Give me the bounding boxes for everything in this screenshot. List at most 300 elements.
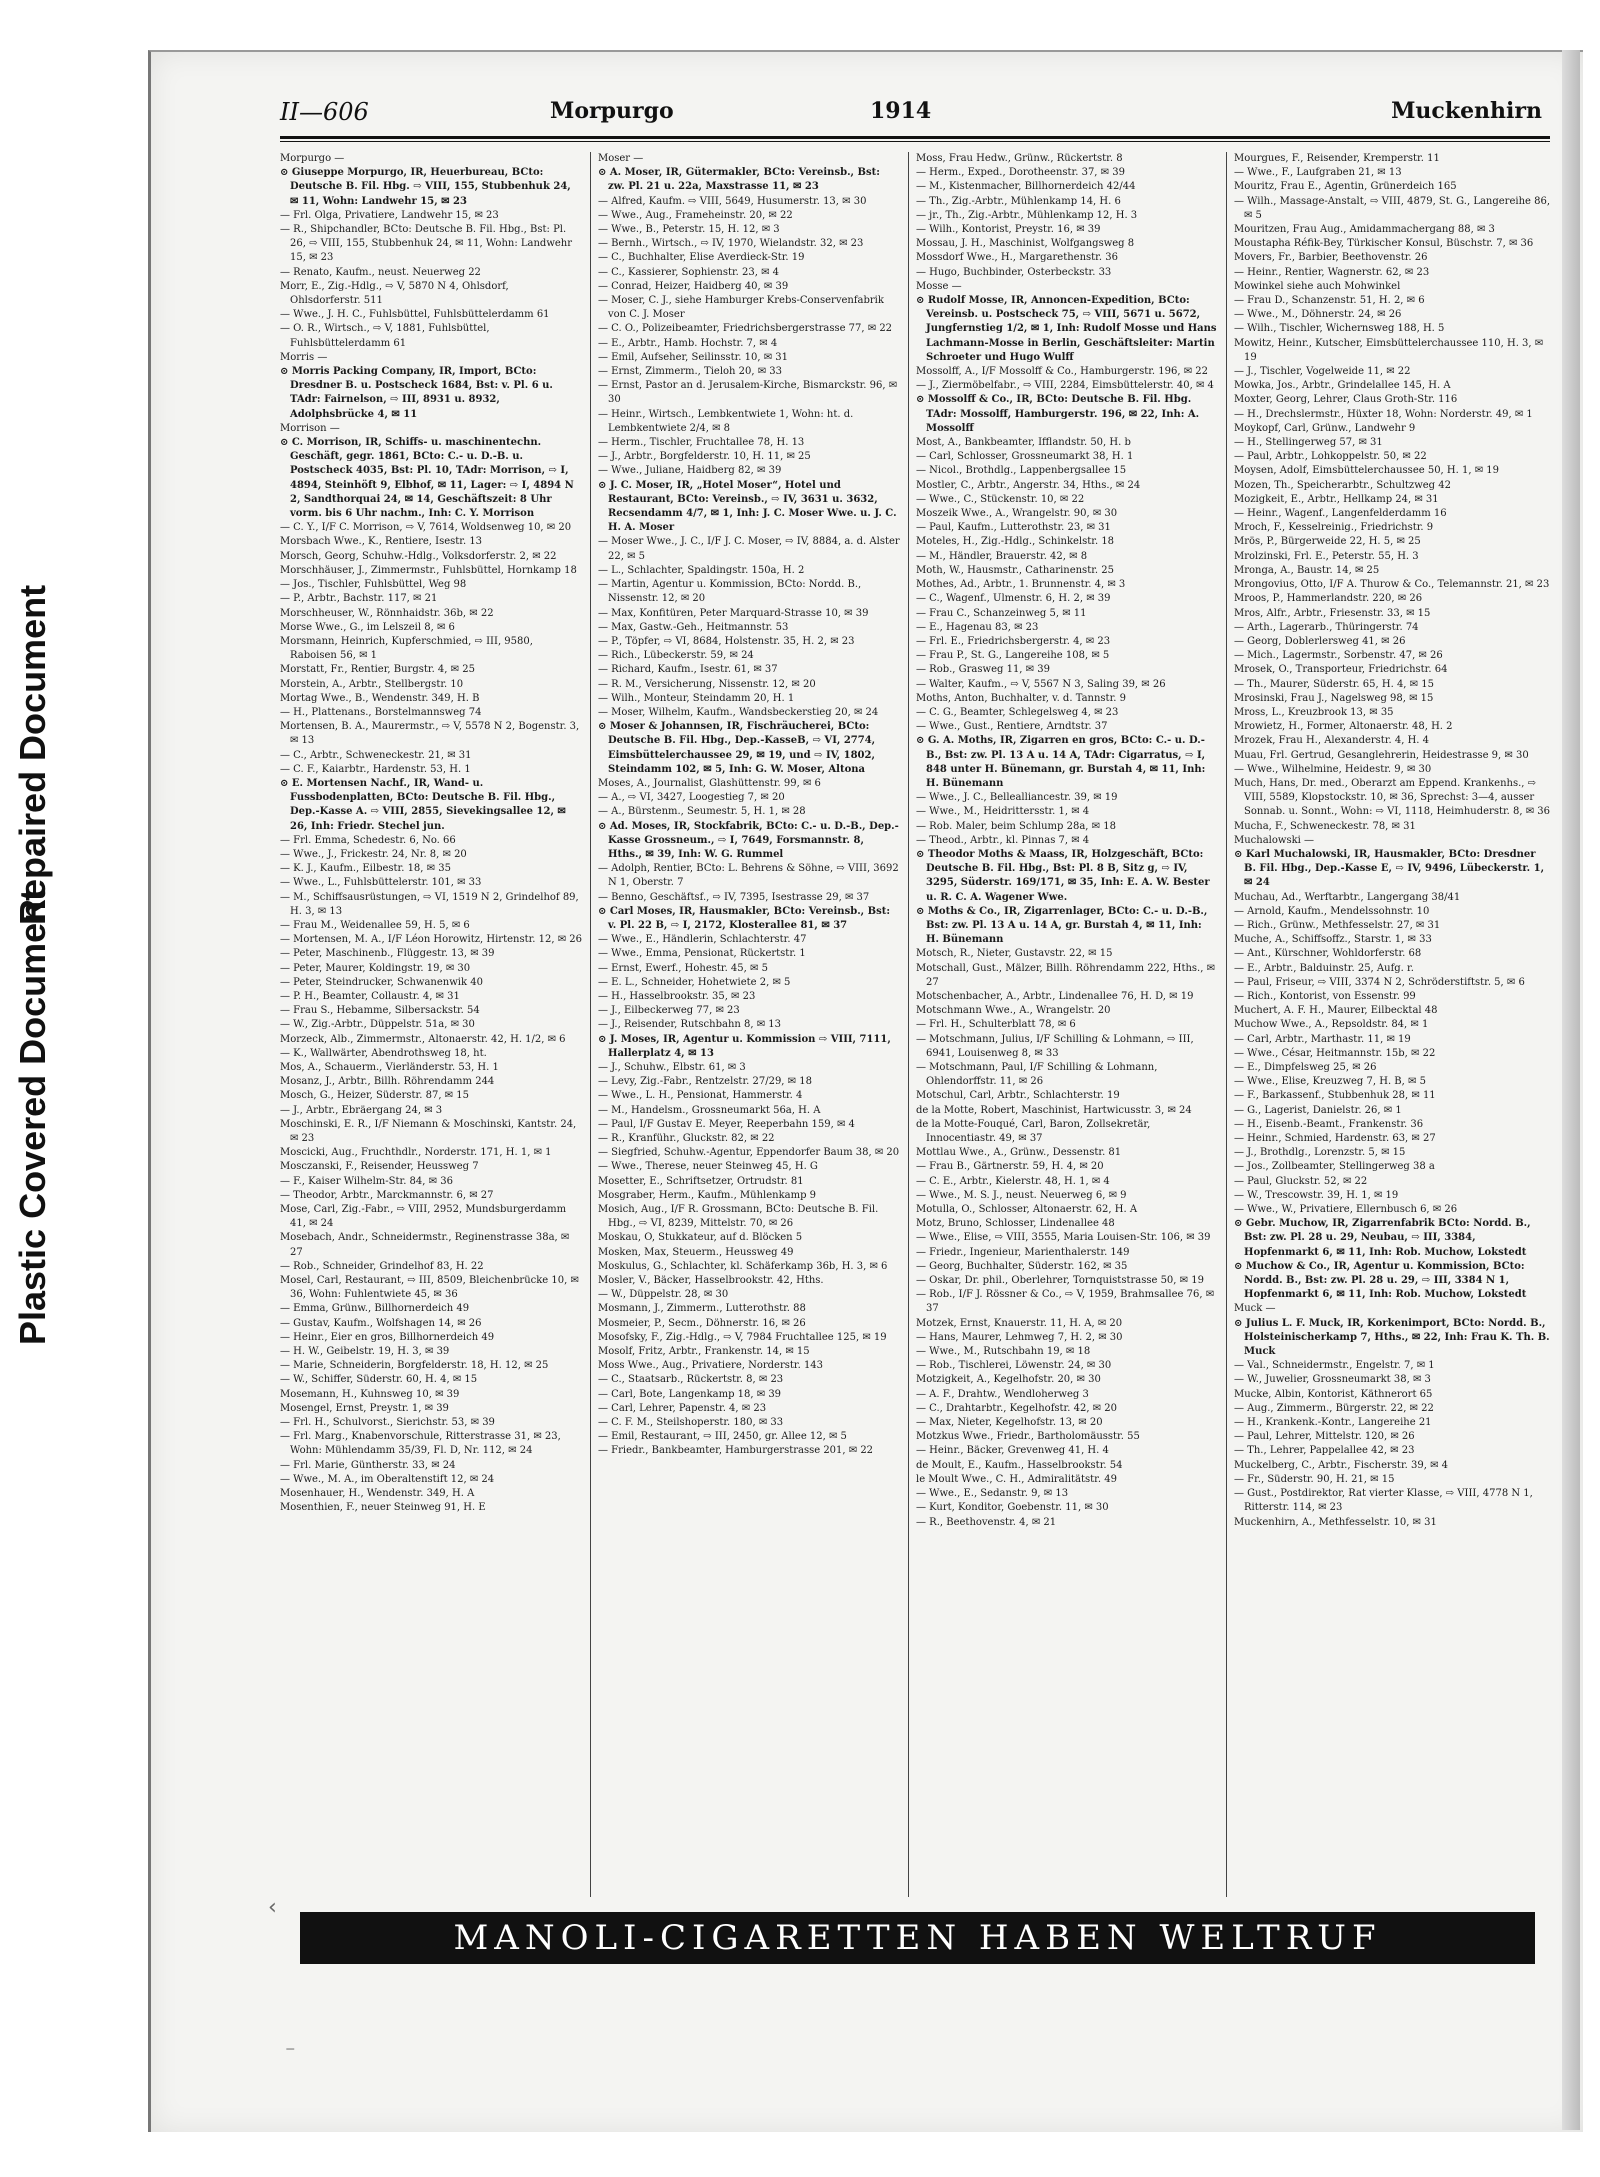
directory-entry: Mortag Wwe., B., Wendenstr. 349, H. B xyxy=(280,692,480,704)
page-number: II—606 xyxy=(280,98,369,126)
directory-entry: — R., Shipchandler, BCto: Deutsche B. Fil. Hbg., Bst: Pl. 26, ⇨ VIII, 155, Stubbenhuk 24, ✉ 11, Wohn: Landwehr 15, ✉ 23 xyxy=(280,224,573,264)
directory-entry: — Renato, Kaufm., neust. Neuerweg 22 xyxy=(280,266,481,278)
directory-entry: Moszeik Wwe., A., Wrangelstr. 90, ✉ 30 xyxy=(916,508,1118,520)
directory-entry: — Siegfried, Schuhw.-Agentur, Eppendorfer Baum 38, ✉ 20 xyxy=(598,1147,900,1159)
directory-entry: Mossdorf Wwe., H., Margarethenstr. 36 xyxy=(916,252,1118,264)
directory-entry: Motzek, Ernst, Knauerstr. 11, H. A, ✉ 20 xyxy=(916,1317,1123,1329)
directory-entry: — Rob. Maler, beim Schlump 28a, ✉ 18 xyxy=(916,820,1116,832)
directory-entry: Mosengel, Ernst, Preystr. 1, ✉ 39 xyxy=(280,1402,449,1414)
directory-entry: — Heinr., Eier en gros, Billhornerdeich 49 xyxy=(280,1331,495,1343)
directory-entry: — Wwe., J. C., Bellealliancestr. 39, ✉ 19 xyxy=(916,792,1118,804)
directory-entry: — M., Händler, Brauerstr. 42, ✉ 8 xyxy=(916,550,1088,562)
directory-entry: — Moser Wwe., J. C., I/F J. C. Moser, ⇨ IV, 8884, a. d. Alster 22, ✉ 5 xyxy=(598,536,900,562)
directory-entry: Moths, Anton, Buchhalter, v. d. Tannstr. 9 xyxy=(916,692,1126,704)
directory-entry: — Conrad, Heizer, Haidberg 40, ✉ 39 xyxy=(598,280,789,292)
column-4 xyxy=(1234,152,1550,1897)
column-3 xyxy=(916,152,1218,1897)
directory-entry: — F., Barkassenf., Stubbenhuk 28, ✉ 11 xyxy=(1234,1090,1436,1102)
directory-entry: — H., Krankenk.-Kontr., Langereihe 21 xyxy=(1234,1417,1432,1429)
directory-entry: Motschall, Gust., Mälzer, Billh. Röhrendamm 222, Hths., ✉ 27 xyxy=(916,962,1215,988)
directory-entry: — Wwe., B., Peterstr. 15, H. 12, ✉ 3 xyxy=(598,224,780,236)
plastic-covered-label: Plastic Covered Document xyxy=(12,888,53,1345)
directory-entry: — J., Schuhw., Elbstr. 61, ✉ 3 xyxy=(598,1062,746,1073)
directory-entry: — Frau C., Schanzeinweg 5, ✉ 11 xyxy=(916,607,1087,619)
directory-entry: — W., Juwelier, Grossneumarkt 38, ✉ 3 xyxy=(1234,1374,1431,1386)
directory-entry: — Bernh., Wirtsch., ⇨ IV, 1970, Wielandstr. 32, ✉ 23 xyxy=(598,238,864,250)
directory-entry: — Wwe., M., Rutschbahn 19, ✉ 18 xyxy=(916,1346,1091,1358)
directory-entry: — Alfred, Kaufm. ⇨ VIII, 5649, Husumerstr. 13, ✉ 30 xyxy=(598,195,867,207)
directory-entry: — H., Stellingerweg 57, ✉ 31 xyxy=(1234,437,1383,449)
directory-entry: — Frl. Marg., Knabenvorschule, Ritterstrasse 31, ✉ 23, Wohn: Mühlendamm 35/39, Fl. D, Nr. 112, ✉ 24 xyxy=(280,1431,561,1457)
directory-entry: — J., Ziermöbelfabr., ⇨ VIII, 2284, Eimsbüttelerstr. 40, ✉ 4 xyxy=(916,380,1214,392)
directory-entry: — Paul, Arbtr., Lohkoppelstr. 50, ✉ 22 xyxy=(1234,451,1427,463)
directory-entry: de la Motte, Robert, Maschinist, Hartwicusstr. 3, ✉ 24 xyxy=(916,1104,1192,1116)
directory-entry: ⊙ Karl Muchalowski, IR, Hausmakler, BCto: Dresdner B. Fil. Hbg., Dep.-Kasse E, ⇨ IV, 9496, Lübeckerstr. 1, ✉ 24 xyxy=(1234,848,1545,889)
directory-entry: — Rich., Grünw., Methfesselstr. 27, ✉ 31 xyxy=(1234,919,1441,931)
directory-entry: — C., Staatsarb., Rückertstr. 8, ✉ 23 xyxy=(598,1374,784,1386)
directory-entry: Morse Wwe., G., im Lelszeil 8, ✉ 6 xyxy=(280,621,455,633)
directory-entry: Mroch, F., Kesselreinig., Friedrichstr. 9 xyxy=(1234,522,1434,534)
directory-entry: Muche, A., Schiffsoffz., Starstr. 1, ✉ 33 xyxy=(1234,934,1432,946)
directory-entry: — Walter, Kaufm., ⇨ V, 5567 N 3, Saling 39, ✉ 26 xyxy=(916,678,1166,690)
directory-entry: — P., Arbtr., Bachstr. 117, ✉ 21 xyxy=(280,593,438,605)
directory-entry: Mouritz, Frau E., Agentin, Grünerdeich 165 xyxy=(1234,181,1457,193)
directory-entry: — Th., Zig.-Arbtr., Mühlenkamp 14, H. 6 xyxy=(916,195,1121,207)
directory-entry: — Wwe., Gust., Rentiere, Arndtstr. 37 xyxy=(916,721,1108,733)
directory-entry: — F., Kaiser Wilhelm-Str. 84, ✉ 36 xyxy=(280,1175,453,1187)
directory-entry: — Wilh., Tischler, Wichernsweg 188, H. 5 xyxy=(1234,323,1445,335)
directory-entry: Motschenbacher, A., Arbtr., Lindenallee 76, H. D, ✉ 19 xyxy=(916,990,1194,1002)
directory-entry: Mronga, A., Baustr. 14, ✉ 25 xyxy=(1234,564,1380,576)
directory-entry: Morzeck, Alb., Zimmermstr., Altonaerstr. 42, H. 1/2, ✉ 6 xyxy=(280,1033,566,1045)
directory-entry: Mowitz, Heinr., Kutscher, Eimsbüttelerchaussee 110, H. 3, ✉ 19 xyxy=(1234,337,1544,363)
directory-entry: — R., Kranführ., Gluckstr. 82, ✉ 22 xyxy=(598,1133,775,1145)
directory-entry: — J., Tischler, Vogelweide 11, ✉ 22 xyxy=(1234,366,1411,378)
directory-entry: — Georg, Buchhalter, Süderstr. 162, ✉ 35 xyxy=(916,1260,1128,1272)
directory-entry: — Martin, Agentur u. Kommission, BCto: Nordd. B., Nissenstr. 12, ✉ 20 xyxy=(598,579,862,605)
directory-entry: — Frl. Marie, Güntherstr. 33, ✉ 24 xyxy=(280,1459,456,1471)
directory-entry: — Emil, Aufseher, Seilinsstr. 10, ✉ 31 xyxy=(598,351,789,363)
directory-entry: Motschmann Wwe., A., Wrangelstr. 20 xyxy=(916,1005,1111,1017)
directory-entry: — Rob., I/F J. Rössner & Co., ⇨ V, 1959, Brahmsallee 76, ✉ 37 xyxy=(916,1289,1215,1315)
directory-entry: Mosofsky, F., Zig.-Hdlg., ⇨ V, 7984 Fruchtallee 125, ✉ 19 xyxy=(598,1331,887,1343)
directory-entry: Mosenhauer, H., Wendenstr. 349, H. A xyxy=(280,1488,475,1500)
directory-entry: Mostler, C., Arbtr., Angerstr. 34, Hths., ✉ 24 xyxy=(916,479,1141,491)
directory-entry: Mucha, F., Schweneckestr. 78, ✉ 31 xyxy=(1234,820,1416,832)
directory-entry: Morsmann, Heinrich, Kupferschmied, ⇨ III, 9580, Raboisen 56, ✉ 1 xyxy=(280,635,533,662)
directory-entry: — Herm., Exped., Dorotheenstr. 37, ✉ 39 xyxy=(916,167,1125,179)
directory-entry: — W., Zig.-Arbtr., Düppelstr. 51a, ✉ 30 xyxy=(280,1019,475,1031)
directory-entry: Mothes, Ad., Arbtr., 1. Brunnenstr. 4, ✉ 3 xyxy=(916,579,1126,591)
column-2 xyxy=(598,152,900,1897)
column-1 xyxy=(280,152,582,1897)
directory-entry: — E., Arbtr., Balduinstr. 25, Aufg. r. xyxy=(1234,962,1414,974)
directory-entry: — C. G., Beamter, Schlegelsweg 4, ✉ 23 xyxy=(916,706,1119,718)
directory-entry: — H., Plattenans., Borstelmannsweg 74 xyxy=(280,706,482,718)
page-header xyxy=(280,92,1550,132)
directory-entry: — Moser, C. J., siehe Hamburger Krebs-Conservenfabrik von C. J. Moser xyxy=(598,295,884,321)
directory-entry: — Gust., Postdirektor, Rat vierter Klasse, ⇨ VIII, 4778 N 1, Ritterstr. 114, ✉ 23 xyxy=(1234,1488,1533,1514)
directory-entry: Morsbach Wwe., K., Rentiere, Isestr. 13 xyxy=(280,536,483,548)
directory-entry: Moth, W., Hausmstr., Catharinenstr. 25 xyxy=(916,564,1114,576)
directory-entry: — Rich., Kontorist, von Essenstr. 99 xyxy=(1234,990,1416,1002)
directory-entry: Muchert, A. F. H., Maurer, Eilbecktal 48 xyxy=(1234,1005,1438,1017)
directory-entry: — Wwe., M. S. J., neust. Neuerweg 6, ✉ 9 xyxy=(916,1189,1127,1201)
directory-entry: — Heinr., Wirtsch., Lembkentwiete 1, Wohn: ht. d. Lembkentwiete 2/4, ✉ 8 xyxy=(598,408,854,434)
directory-entry: Morstein, A., Arbtr., Stellbergstr. 10 xyxy=(280,678,464,690)
directory-entry: Mucke, Albin, Kontorist, Käthnerort 65 xyxy=(1234,1388,1433,1400)
directory-entry: — Wwe., J. H. C., Fuhlsbüttel, Fuhlsbüttelerdamm 61 xyxy=(280,309,550,321)
directory-entry: — Heinr., Rentier, Wagnerstr. 62, ✉ 23 xyxy=(1234,266,1430,278)
directory-entry: — Frau B., Gärtnerstr. 59, H. 4, ✉ 20 xyxy=(916,1161,1104,1173)
directory-entry: — Wwe., César, Heitmannstr. 15b, ✉ 22 xyxy=(1234,1047,1436,1059)
directory-entry: — Wwe., L. H., Pensionat, Hammerstr. 4 xyxy=(598,1090,803,1102)
directory-entry: ⊙ Mossolff & Co., IR, BCto: Deutsche B. Fil. Hbg. TAdr: Mossolff, Hamburgerstr. 196, ✉ 22, Inh: A. Mossolff xyxy=(916,394,1200,434)
directory-entry: ⊙ Carl Moses, IR, Hausmakler, BCto: Vereinsb., Bst: v. Pl. 22 B, ⇨ I, 2172, Klosterallee 81, ✉ 37 xyxy=(598,905,891,931)
directory-entry: ⊙ Morris Packing Company, IR, Import, BCto: Dresdner B. u. Postscheck 1684, Bst: v. Pl. 6 u. TAdr: Fairnelson, ⇨ III, 8931 u. 8932, Adolphsbrücke 4, ✉ 11 xyxy=(280,366,553,420)
directory-entry: ⊙ Giuseppe Morpurgo, IR, Heuerbureau, BCto: Deutsche B. Fil. Hbg. ⇨ VIII, 155, Stubbenhuk 24, ✉ 11, Wohn: Landwehr 15, ✉ 23 xyxy=(280,167,571,207)
directory-entry: ⊙ Moser & Johannsen, IR, Fischräucherei, BCto: Deutsche B. Fil. Hbg., Dep.-KasseB, ⇨ VI, 2774, Eimsbüttelerchaussee 29, ✉ 19, und ⇨ IV, 1802, Steindamm 102, ✉ 5, Inh: G. W. Moser, Altona xyxy=(598,721,876,775)
directory-entry: Mose, Carl, Zig.-Fabr., ⇨ VIII, 2952, Mundsburgerdamm 41, ✉ 24 xyxy=(280,1204,567,1230)
directory-entry: — Ernst, Pastor an d. Jerusalem-Kirche, Bismarckstr. 96, ✉ 30 xyxy=(598,380,898,406)
directory-entry: — L., Schlachter, Spaldingstr. 150a, H. 2 xyxy=(598,564,805,576)
directory-entry: — Heinr., Schmied, Hardenstr. 63, ✉ 27 xyxy=(1234,1133,1436,1145)
margin-mark: ‹ xyxy=(268,1895,277,1920)
directory-entry: — Peter, Steindrucker, Schwanenwik 40 xyxy=(280,976,483,988)
directory-entry: Mosenthien, F., neuer Steinweg 91, H. E xyxy=(280,1502,486,1514)
directory-entry: Moysen, Adolf, Eimsbüttelerchaussee 50, H. 1, ✉ 19 xyxy=(1234,465,1499,477)
directory-entry: Mourgues, F., Reisender, Kremperstr. 11 xyxy=(1234,153,1440,164)
directory-entry: — jr., Th., Zig.-Arbtr., Mühlenkamp 12, H. 3 xyxy=(916,209,1138,221)
directory-entry: — Jos., Zollbeamter, Stellingerweg 38 a xyxy=(1234,1161,1435,1173)
directory-entry: Mosmeier, P., Secm., Döhnerstr. 16, ✉ 26 xyxy=(598,1317,806,1329)
directory-entry: — Marie, Schneiderin, Borgfelderstr. 18, H. 12, ✉ 25 xyxy=(280,1360,549,1372)
directory-entry: — Frl. H., Schulterblatt 78, ✉ 6 xyxy=(916,1019,1076,1031)
directory-entry: — Motschmann, Julius, I/F Schilling & Lohmann, ⇨ III, 6941, Louisenweg 8, ✉ 33 xyxy=(916,1033,1194,1059)
directory-entry: — Friedr., Ingenieur, Marienthalerstr. 149 xyxy=(916,1246,1130,1258)
directory-entry: — Carl, Bote, Langenkamp 18, ✉ 39 xyxy=(598,1388,782,1400)
directory-entry: — Paul, Lehrer, Mittelstr. 120, ✉ 26 xyxy=(1234,1431,1415,1443)
directory-entry: Mosler, V., Bäcker, Hasselbrookstr. 42, Hths. xyxy=(598,1275,824,1287)
directory-entry: — Wwe., Juliane, Haidberg 82, ✉ 39 xyxy=(598,465,782,477)
directory-entry: Mosgraber, Herm., Kaufm., Mühlenkamp 9 xyxy=(598,1189,817,1201)
directory-entry: Mosmann, J., Zimmerm., Lutterothstr. 88 xyxy=(598,1303,806,1315)
directory-entry: — Wwe., J., Frickestr. 24, Nr. 8, ✉ 20 xyxy=(280,848,467,860)
directory-entry: — Gustav, Kaufm., Wolfshagen 14, ✉ 26 xyxy=(280,1317,482,1329)
directory-entry: Most, A., Bankbeamter, Ifflandstr. 50, H. b xyxy=(916,437,1131,449)
directory-entry: — Wwe., Emma, Pensionat, Rückertstr. 1 xyxy=(598,948,806,960)
directory-entry: Mosel, Carl, Restaurant, ⇨ III, 8509, Bleichenbrücke 10, ✉ 36, Wohn: Fuhlentwiete 45, ✉ 36 xyxy=(280,1275,579,1301)
directory-entry: ⊙ G. A. Moths, IR, Zigarren en gros, BCto: C.- u. D.-B., Bst: zw. Pl. 13 A u. 14 A, TAdr: Cigarratus, ⇨ I, 848 unter H. Bünemann, gr. Burstah 4, ✉ 11, Inh: H. Bünemann xyxy=(916,735,1206,789)
directory-entry: ⊙ Theodor Moths & Maass, IR, Holzgeschäft, BCto: Deutsche B. Fil. Hbg., Bst: Pl. 8 B, Sitz g, ⇨ IV, 3295, Süderstr. 169/171, ✉ 35, Inh: E. A. W. Bester u. R. C. A. Wagener Wwe. xyxy=(916,848,1210,903)
directory-entry: Moses, A., Journalist, Glashüttenstr. 99, ✉ 6 xyxy=(598,777,821,789)
directory-entry: — Emil, Restaurant, ⇨ III, 2450, gr. Allee 12, ✉ 5 xyxy=(598,1431,847,1443)
directory-entry: Mozigkeit, E., Arbtr., Hellkamp 24, ✉ 31 xyxy=(1234,493,1439,505)
directory-entry: — Th., Maurer, Süderstr. 65, H. 4, ✉ 15 xyxy=(1234,678,1434,690)
directory-entry: — R. M., Versicherung, Nissenstr. 12, ✉ 20 xyxy=(598,678,816,690)
directory-entry: — C., Arbtr., Schweneckestr. 21, ✉ 31 xyxy=(280,749,472,761)
directory-entry: — Peter, Maschinenb., Flüggestr. 13, ✉ 39 xyxy=(280,948,495,960)
column-divider xyxy=(1226,152,1227,1897)
directory-entry: Morschheuser, W., Rönnhaidstr. 36b, ✉ 22 xyxy=(280,607,494,619)
directory-entry: — C., Kassierer, Sophienstr. 23, ✉ 4 xyxy=(598,266,780,278)
directory-entry: — C. O., Polizeibeamter, Friedrichsbergerstrasse 77, ✉ 22 xyxy=(598,323,893,335)
directory-entry: — Wilh., Massage-Anstalt, ⇨ VIII, 4879, St. G., Langereihe 86, ✉ 5 xyxy=(1234,195,1550,221)
directory-entry: Muckenhirn, A., Methfesselstr. 10, ✉ 31 xyxy=(1234,1516,1437,1528)
directory-entry: — J., Reisender, Rutschbahn 8, ✉ 13 xyxy=(598,1019,782,1031)
directory-entry: Moschinski, E. R., I/F Niemann & Moschinski, Kantstr. 24, ✉ 23 xyxy=(280,1118,577,1145)
directory-entry: Mortensen, B. A., Maurermstr., ⇨ V, 5578 N 2, Bogenstr. 3, ✉ 13 xyxy=(280,721,580,747)
directory-entry: — A., Bürstenm., Seumestr. 5, H. 1, ✉ 28 xyxy=(598,806,806,818)
header-rule xyxy=(280,136,1550,139)
directory-entry: Moykopf, Carl, Grünw., Landwehr 9 xyxy=(1234,422,1416,434)
directory-entry: — Wwe., Aug., Frameheinstr. 20, ✉ 22 xyxy=(598,209,793,221)
directory-entry: Mosetter, E., Schriftsetzer, Ortrudstr. 81 xyxy=(598,1175,804,1187)
directory-entry: — Benno, Geschäftsf., ⇨ IV, 7395, Isestrasse 29, ✉ 37 xyxy=(598,891,870,903)
directory-entry: — Wwe., Wilhelmine, Heidestr. 9, ✉ 30 xyxy=(1234,763,1432,775)
directory-entry: — Max, Nieter, Kegelhofstr. 13, ✉ 20 xyxy=(916,1417,1103,1429)
directory-entry: — E., Hagenau 83, ✉ 23 xyxy=(916,621,1039,633)
directory-entry: — Theodor, Arbtr., Marckmannstr. 6, ✉ 27 xyxy=(280,1189,494,1201)
directory-entry: — Levy, Zig.-Fabr., Rentzelstr. 27/29, ✉ 18 xyxy=(598,1076,812,1088)
directory-entry: Moss, Frau Hedw., Grünw., Rückertstr. 8 xyxy=(916,153,1123,164)
directory-entry: — Carl, Lehrer, Papenstr. 4, ✉ 23 xyxy=(598,1402,767,1414)
directory-entry: Mrolzinski, Frl. E., Peterstr. 55, H. 3 xyxy=(1234,550,1419,562)
directory-entry: Muau, Frl. Gertrud, Gesanglehrerin, Heidestrasse 9, ✉ 30 xyxy=(1234,749,1529,761)
directory-entry: Mossau, J. H., Maschinist, Wolfgangsweg 8 xyxy=(916,238,1135,250)
directory-entry: Morris — xyxy=(280,351,328,363)
directory-entry: Mosken, Max, Steuerm., Heussweg 49 xyxy=(598,1246,794,1258)
directory-entry: — Nicol., Brothdlg., Lappenbergsallee 15 xyxy=(916,465,1127,477)
directory-entry: — Paul, Friseur, ⇨ VIII, 3374 N 2, Schröderstiftstr. 5, ✉ 6 xyxy=(1234,976,1525,988)
directory-entry: Mosch, G., Heizer, Süderstr. 87, ✉ 15 xyxy=(280,1090,469,1102)
directory-entry: — Paul, Gluckstr. 52, ✉ 22 xyxy=(1234,1175,1368,1187)
directory-entry: — G., Lagerist, Danielstr. 26, ✉ 1 xyxy=(1234,1104,1402,1116)
directory-entry: — M., Kistenmacher, Billhornerdeich 42/44 xyxy=(916,181,1136,193)
directory-entry: — Wwe., C., Stückenstr. 10, ✉ 22 xyxy=(916,493,1085,505)
directory-entry: Moustapha Réfik-Bey, Türkischer Konsul, Büschstr. 7, ✉ 36 xyxy=(1234,238,1534,250)
directory-entry: — Wwe., E., Händlerin, Schlachterstr. 47 xyxy=(598,934,807,946)
directory-entry: — Paul, Kaufm., Lutterothstr. 23, ✉ 31 xyxy=(916,522,1111,534)
directory-entry: — J., Eilbeckerweg 77, ✉ 23 xyxy=(598,1005,740,1017)
directory-entry: Moteles, H., Zig.-Hdlg., Schinkelstr. 18 xyxy=(916,536,1115,548)
header-last-word: Muckenhirn xyxy=(1391,98,1542,124)
directory-entry: Mros, Alfr., Arbtr., Friesenstr. 33, ✉ 15 xyxy=(1234,607,1431,619)
directory-entry: Mosanz, J., Arbtr., Billh. Röhrendamm 244 xyxy=(280,1076,495,1088)
directory-entry: — H., Hasselbrookstr. 35, ✉ 23 xyxy=(598,990,756,1002)
directory-entry: ⊙ Gebr. Muchow, IR, Zigarrenfabrik BCto: Nordd. B., Bst: zw. Pl. 28 u. 29, Neubau, ⇨ III, 3384, Hopfenmarkt 6, ✉ 11, Inh: Rob. Muchow, Lokstedt xyxy=(1234,1218,1531,1258)
directory-entry: Mross, L., Kreuzbrook 13, ✉ 35 xyxy=(1234,706,1394,718)
directory-entry: — C. F., Kaiarbtr., Hardenstr. 53, H. 1 xyxy=(280,763,471,775)
directory-entry: Morrison — xyxy=(280,422,340,434)
directory-entry: Moser — xyxy=(598,153,644,164)
directory-entry: Muchau, Ad., Werftarbtr., Langergang 38/41 xyxy=(1234,891,1461,903)
directory-entry: — Val., Schneidermstr., Engelstr. 7, ✉ 1 xyxy=(1234,1360,1435,1372)
directory-entry: Mossolff, A., I/F Mossolff & Co., Hamburgerstr. 196, ✉ 22 xyxy=(916,366,1208,378)
side-labels xyxy=(0,0,90,2177)
directory-entry: — Arth., Lagerarb., Thüringerstr. 74 xyxy=(1234,621,1419,633)
directory-entry: Moskau, O, Stukkateur, auf d. Blöcken 5 xyxy=(598,1232,803,1244)
directory-entry: — Ant., Kürschner, Wohldorferstr. 68 xyxy=(1234,948,1422,960)
directory-entry: Mrös, P., Bürgerweide 22, H. 5, ✉ 25 xyxy=(1234,536,1421,548)
directory-entry: — Richard, Kaufm., Isestr. 61, ✉ 37 xyxy=(598,664,778,676)
directory-entry: — Motschmann, Paul, I/F Schilling & Lohmann, Ohlendorffstr. 11, ✉ 26 xyxy=(916,1062,1158,1088)
directory-entry: Muck — xyxy=(1234,1303,1276,1315)
directory-entry: — H. W., Geibelstr. 19, H. 3, ✉ 39 xyxy=(280,1346,450,1358)
directory-entry: — Max, Konfitüren, Peter Marquard-Strasse 10, ✉ 39 xyxy=(598,607,869,619)
directory-entry: — Wwe., M., Döhnerstr. 24, ✉ 26 xyxy=(1234,309,1402,321)
directory-entry: — Kurt, Konditor, Goebenstr. 11, ✉ 30 xyxy=(916,1502,1109,1514)
directory-entry: — Th., Lehrer, Pappelallee 42, ✉ 23 xyxy=(1234,1445,1415,1457)
directory-entry: — Frau D., Schanzenstr. 51, H. 2, ✉ 6 xyxy=(1234,295,1425,307)
directory-entry: — Herm., Tischler, Fruchtallee 78, H. 13 xyxy=(598,437,805,449)
directory-entry: — Ernst, Ewerf., Hohestr. 45, ✉ 5 xyxy=(598,962,768,974)
directory-entry: Mrosek, O., Transporteur, Friedrichstr. 64 xyxy=(1234,664,1448,676)
page-edge xyxy=(1562,50,1580,2130)
directory-entry: — Carl, Arbtr., Marthastr. 11, ✉ 19 xyxy=(1234,1033,1411,1045)
directory-entry: — W., Düppelstr. 28, ✉ 30 xyxy=(598,1289,729,1301)
directory-entry: Morsch, Georg, Schuhw.-Hdlg., Volksdorferstr. 2, ✉ 22 xyxy=(280,550,557,562)
directory-entry: — C. Y., I/F C. Morrison, ⇨ V, 7614, Woldsenweg 10, ✉ 20 xyxy=(280,522,572,534)
directory-entry: — Mortensen, M. A., I/F Léon Horowitz, Hirtenstr. 12, ✉ 26 xyxy=(280,934,582,946)
directory-entry: — C. E., Arbtr., Kielerstr. 48, H. 1, ✉ 4 xyxy=(916,1175,1110,1187)
directory-entry: — Emma, Grünw., Billhornerdeich 49 xyxy=(280,1303,470,1315)
directory-entry: — Hugo, Buchbinder, Osterbeckstr. 33 xyxy=(916,266,1112,278)
directory-entry: — O. R., Wirtsch., ⇨ V, 1881, Fuhlsbüttel, Fuhlsbüttelerdamm 61 xyxy=(280,323,490,349)
directory-entry: — Frl. H., Schulvorst., Sierichstr. 53, ✉ 39 xyxy=(280,1417,495,1429)
directory-entry: Mrosinski, Frau J., Nagelsweg 98, ✉ 15 xyxy=(1234,692,1434,704)
directory-entry: — Wwe., Elise, Kreuzweg 7, H. B, ✉ 5 xyxy=(1234,1076,1426,1088)
directory-entry: — Rob., Grasweg 11, ✉ 39 xyxy=(916,664,1050,676)
header-first-word: Morpurgo xyxy=(550,98,674,124)
header-year: 1914 xyxy=(870,98,932,124)
directory-entry: Mosich, Aug., I/F R. Grossmann, BCto: Deutsche B. Fil. Hbg., ⇨ VI, 8239, Mittelstr. 70, ✉ 26 xyxy=(598,1204,879,1230)
directory-entry: Mouritzen, Frau Aug., Amidammachergang 88, ✉ 3 xyxy=(1234,224,1495,236)
directory-entry: — Wwe., L., Fuhlsbüttelerstr. 101, ✉ 33 xyxy=(280,877,482,889)
directory-entry: — Theod., Arbtr., kl. Pinnas 7, ✉ 4 xyxy=(916,834,1090,846)
directory-entry: — Wwe., Elise, ⇨ VIII, 3555, Maria Louisen-Str. 106, ✉ 39 xyxy=(916,1232,1211,1244)
directory-entry: — Hans, Maurer, Lehmweg 7, H. 2, ✉ 30 xyxy=(916,1331,1123,1343)
directory-entry: Morpurgo — xyxy=(280,153,345,164)
directory-entry: Moskulus, G., Schlachter, kl. Schäferkamp 36b, H. 3, ✉ 6 xyxy=(598,1260,888,1272)
directory-entry: ⊙ A. Moser, IR, Gütermakler, BCto: Vereinsb., Bst: zw. Pl. 21 u. 22a, Maxstrasse 11, ✉ 23 xyxy=(598,167,880,193)
directory-entry: — Heinr., Bäcker, Grevenweg 41, H. 4 xyxy=(916,1445,1109,1457)
directory-entry: — M., Schiffsausrüstungen, ⇨ VI, 1519 N 2, Grindelhof 89, H. 3, ✉ 13 xyxy=(280,891,579,917)
directory-entry: — C., Drahtarbtr., Kegelhofstr. 42, ✉ 20 xyxy=(916,1402,1117,1414)
directory-entry: — Arnold, Kaufm., Mendelssohnstr. 10 xyxy=(1234,905,1430,917)
directory-entry: — Friedr., Bankbeamter, Hamburgerstrasse 201, ✉ 22 xyxy=(598,1445,874,1457)
directory-entry: Morstatt, Fr., Rentier, Burgstr. 4, ✉ 25 xyxy=(280,664,475,676)
column-divider xyxy=(590,152,591,1897)
directory-entry: Motschul, Carl, Arbtr., Schlachterstr. 19 xyxy=(916,1090,1120,1102)
directory-entry: — Moser, Wilhelm, Kaufm., Wandsbeckerstieg 20, ✉ 24 xyxy=(598,706,879,718)
directory-entry: — Rich., Lübeckerstr. 59, ✉ 24 xyxy=(598,650,754,662)
directory-entry: — Frau M., Weidenallee 59, H. 5, ✉ 6 xyxy=(280,919,470,931)
directory-entry: — Peter, Maurer, Koldingstr. 19, ✉ 30 xyxy=(280,962,471,974)
directory-entry: — E. L., Schneider, Hohetwiete 2, ✉ 5 xyxy=(598,976,791,988)
directory-entry: — Aug., Zimmerm., Bürgerstr. 22, ✉ 22 xyxy=(1234,1402,1434,1414)
directory-entry: ⊙ Julius L. F. Muck, IR, Korkenimport, BCto: Nordd. B., Holsteinischerkamp 7, Hths., ✉ 22, Inh: Frau K. Th. B. Muck xyxy=(1234,1317,1550,1358)
directory-entry: Motzigkeit, A., Kegelhofstr. 20, ✉ 30 xyxy=(916,1374,1101,1386)
directory-entry: — W., Trescowstr. 39, H. 1, ✉ 19 xyxy=(1234,1189,1399,1201)
directory-entry: — Carl, Schlosser, Grossneumarkt 38, H. 1 xyxy=(916,451,1134,463)
directory-entry: Mrowietz, H., Former, Altonaerstr. 48, H. 2 xyxy=(1234,721,1453,733)
directory-entry: Mosebach, Andr., Schneidermstr., Reginenstrasse 38a, ✉ 27 xyxy=(280,1232,570,1258)
directory-entry: le Moult Wwe., C. H., Admiralitätstr. 49 xyxy=(916,1473,1117,1485)
directory-entry: — J., Arbtr., Borgfelderstr. 10, H. 11, ✉ 25 xyxy=(598,451,811,463)
directory-entry: Mos, A., Schauerm., Vierländerstr. 53, H. 1 xyxy=(280,1062,499,1073)
directory-entry: Mowka, Jos., Arbtr., Grindelallee 145, H. A xyxy=(1234,380,1451,392)
directory-entry: ⊙ Moths & Co., IR, Zigarrenlager, BCto: C.- u. D.-B., Bst: zw. Pl. 13 A u. 14 A, gr. Burstah 4, ✉ 11, Inh: H. Bünemann xyxy=(916,905,1208,946)
directory-entry: ⊙ E. Mortensen Nachf., IR, Wand- u. Fussbodenplatten, BCto: Deutsche B. Fil. Hbg., Dep.-Kasse A. ⇨ VIII, 2855, Sievekingsallee 12, ✉ 26, Inh: Friedr. Stechel jun. xyxy=(280,777,566,832)
directory-entry: — Frl. Olga, Privatiere, Landwehr 15, ✉ 23 xyxy=(280,209,499,221)
directory-entry: — P. H., Beamter, Collaustr. 4, ✉ 31 xyxy=(280,990,460,1002)
directory-entry: — Jos., Tischler, Fuhlsbüttel, Weg 98 xyxy=(280,579,467,591)
directory-entry: — E., Arbtr., Hamb. Hochstr. 7, ✉ 4 xyxy=(598,337,778,349)
directory-entry: de la Motte-Fouqué, Carl, Baron, Zollsekretär, Innocentiastr. 49, ✉ 37 xyxy=(916,1118,1151,1145)
directory-entry: — C. F. M., Steilshoperstr. 180, ✉ 33 xyxy=(598,1417,784,1429)
directory-entry: — Ernst, Zimmerm., Tieloh 20, ✉ 33 xyxy=(598,366,783,378)
directory-entry: Motsch, R., Nieter, Gustavstr. 22, ✉ 15 xyxy=(916,948,1113,960)
directory-entry: Motulla, O., Schlosser, Altonaerstr. 62, H. A xyxy=(916,1204,1138,1216)
header-rule-thin xyxy=(280,141,1550,142)
directory-entry: Mosemann, H., Kuhnsweg 10, ✉ 39 xyxy=(280,1388,460,1400)
directory-entry: — J., Arbtr., Ebräergang 24, ✉ 3 xyxy=(280,1104,443,1116)
directory-entry: Motz, Bruno, Schlosser, Lindenallee 48 xyxy=(916,1218,1115,1230)
directory-entry: — M., Handelsm., Grossneumarkt 56a, H. A xyxy=(598,1104,821,1116)
directory-entry: — C., Wagenf., Ulmenstr. 6, H. 2, ✉ 39 xyxy=(916,593,1111,605)
directory-entry: — Wwe., W., Privatiere, Ellernbusch 6, ✉ 26 xyxy=(1234,1204,1458,1216)
directory-entry: ⊙ J. Moses, IR, Agentur u. Kommission ⇨ VIII, 7111, Hallerplatz 4, ✉ 13 xyxy=(598,1033,891,1059)
directory-entry: — Frau S., Hebamme, Silbersackstr. 54 xyxy=(280,1005,480,1017)
directory-entry: ⊙ J. C. Moser, IR, „Hotel Moser“, Hotel und Restaurant, BCto: Vereinsb., ⇨ IV, 3631 u. 3632, Recsendamm 4/7, ✉ 1, Inh: J. C. Moser Wwe. u. J. C. H. A. Moser xyxy=(598,479,897,534)
directory-entry: Morschhäuser, J., Zimmermstr., Fuhlsbüttel, Hornkamp 18 xyxy=(280,564,577,576)
directory-entry: ⊙ C. Morrison, IR, Schiffs- u. maschinentechn. Geschäft, gegr. 1861, BCto: C.- u. D.-B. u. Postscheck 4035, Bst: Pl. 10, TAdr: Morrison, ⇨ I, 4894, Steinhöft 9, Elbhof, ✉ 11, Lager: ⇨ I, 4894 N 2, Sandthorquai 24, ✉ 14, Geschäftszeit: 8 Uhr vorm. bis 6 Uhr nachm., Inh: C. Y. Morrison xyxy=(280,437,574,520)
directory-entry: Muchalowski — xyxy=(1234,834,1315,846)
directory-entry: ⊙ Ad. Moses, IR, Stockfabrik, BCto: C.- u. D.-B., Dep.-Kasse Grossneum., ⇨ I, 7649, Forsmannstr. 8, Hths., ✉ 39, Inh: W. G. Rummel xyxy=(598,820,899,860)
directory-entry: — H., Drechslermstr., Hüxter 18, Wohn: Norderstr. 49, ✉ 1 xyxy=(1234,408,1533,420)
directory-entry: Much, Hans, Dr. med., Oberarzt am Eppend. Krankenhs., ⇨ VIII, 5589, Klopstockstr. 10, ✉ 36, Sprechst: 3—4, ausser Sonnab. u. Sonnt., Wohn: ⇨ VI, 1118, Heimhuderstr. 8, ✉ 36 xyxy=(1234,777,1550,818)
directory-entry: — Wilh., Monteur, Steindamm 20, H. 1 xyxy=(598,692,795,704)
directory-entry: — K., Wallwärter, Abendrothsweg 18, ht. xyxy=(280,1047,487,1059)
directory-entry: — Wwe., F., Laufgraben 21, ✉ 13 xyxy=(1234,167,1402,179)
advertisement-banner: MANOLI-CIGARETTEN HABEN WELTRUF xyxy=(300,1912,1535,1964)
directory-entry: de Moult, E., Kaufm., Hasselbrookstr. 54 xyxy=(916,1459,1123,1471)
directory-entry: Mrongovius, Otto, I/F A. Thurow & Co., Telemannstr. 21, ✉ 23 xyxy=(1234,579,1550,591)
directory-entry: Morr, E., Zig.-Hdlg., ⇨ V, 5870 N 4, Ohlsdorf, Ohlsdorferstr. 511 xyxy=(280,280,509,307)
directory-entry: — K. J., Kaufm., Eilbestr. 18, ✉ 35 xyxy=(280,863,451,875)
print-area xyxy=(280,92,1550,1977)
directory-entry: Moss Wwe., Aug., Privatiere, Norderstr. 143 xyxy=(598,1360,824,1372)
directory-entry: — Rob., Schneider, Grindelhof 83, H. 22 xyxy=(280,1260,484,1272)
column-divider xyxy=(908,152,909,1897)
directory-entry: Muckelberg, C., Arbtr., Fischerstr. 39, ✉ 4 xyxy=(1234,1459,1448,1471)
directory-entry: — Frl. E., Friedrichsbergerstr. 4, ✉ 23 xyxy=(916,635,1111,647)
directory-entry: Muchow Wwe., A., Repsoldstr. 84, ✉ 1 xyxy=(1234,1019,1429,1031)
directory-entry: — Heinr., Wagenf., Langenfelderdamm 16 xyxy=(1234,508,1447,520)
directory-entry: Mosse — xyxy=(916,280,962,292)
directory-entry: — Oskar, Dr. phil., Oberlehrer, Tornquiststrasse 50, ✉ 19 xyxy=(916,1275,1204,1287)
directory-entry: Mosczanski, F., Reisender, Heussweg 7 xyxy=(280,1161,479,1173)
directory-entry: — Frau P., St. G., Langereihe 108, ✉ 5 xyxy=(916,650,1110,662)
directory-entry: Movers, Fr., Barbier, Beethovenstr. 26 xyxy=(1234,252,1428,264)
directory-entry: — J., Brothdlg., Lorenzstr. 5, ✉ 15 xyxy=(1234,1147,1406,1159)
directory-entry: — Max, Gastw.-Geh., Heitmannstr. 53 xyxy=(598,621,789,633)
directory-entry: — E., Dimpfelsweg 25, ✉ 26 xyxy=(1234,1062,1377,1073)
directory-entry: Motzkus Wwe., Friedr., Bartholomäusstr. 55 xyxy=(916,1431,1140,1443)
directory-entry: Mozen, Th., Speicherarbtr., Schultzweg 42 xyxy=(1234,479,1451,491)
directory-entry: Mroos, P., Hammerlandstr. 220, ✉ 26 xyxy=(1234,593,1423,605)
